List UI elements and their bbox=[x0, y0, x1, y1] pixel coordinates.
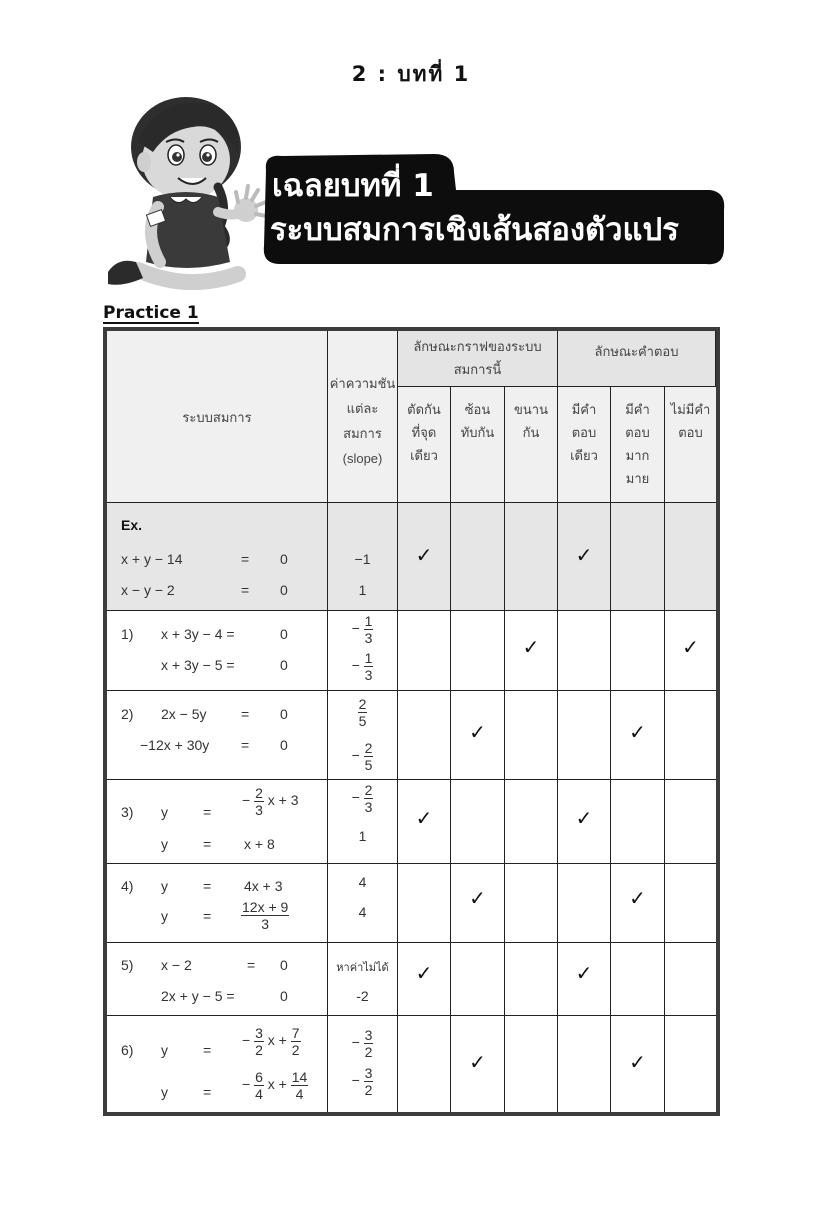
page-header: 2 : บทที่ 1 bbox=[351, 62, 471, 86]
table-row-4-slope: 4 4 bbox=[328, 864, 398, 943]
check-cell bbox=[611, 780, 665, 864]
table-row-1-slope: − $\frac{1}{3}$ − $\frac{1}{3}$ bbox=[328, 611, 398, 691]
check-cell bbox=[665, 780, 716, 864]
check-icon: ✓ bbox=[415, 543, 433, 567]
chapter-title-banner bbox=[258, 150, 728, 268]
header-intersect: ตัดกัน ที่จุด เดียว bbox=[398, 387, 451, 503]
check-cell bbox=[451, 611, 505, 691]
check-icon: ✓ bbox=[682, 635, 699, 659]
check-cell bbox=[398, 611, 451, 691]
check-cell bbox=[611, 864, 665, 943]
check-icon: ✓ bbox=[469, 1050, 486, 1074]
table-row-5-slope: หาค่าไม่ได้ -2 bbox=[328, 943, 398, 1016]
header-parallel: ขนาน กัน bbox=[505, 387, 558, 503]
check-cell bbox=[398, 691, 451, 780]
table-row-ex-slope: −1 1 bbox=[328, 503, 398, 611]
table-row-4-system: 4) y = 4x + 3 y = $\frac{12x + 9}{3}$ bbox=[107, 864, 328, 943]
check-cell bbox=[665, 1016, 716, 1112]
section-label: Practice 1 bbox=[103, 303, 199, 323]
check-cell bbox=[398, 503, 451, 611]
check-cell bbox=[451, 503, 505, 611]
check-cell bbox=[611, 691, 665, 780]
check-icon: ✓ bbox=[575, 961, 593, 985]
header-slope: ค่าความชัน แต่ละ สมการ (slope) bbox=[328, 331, 398, 503]
check-cell bbox=[398, 780, 451, 864]
table-row-1-system: 1) x + 3y − 4 = 0 x + 3y − 5 = 0 bbox=[107, 611, 328, 691]
table-row-5-system: 5) x − 2 = 0 2x + y − 5 = 0 bbox=[107, 943, 328, 1016]
check-icon: ✓ bbox=[415, 961, 433, 985]
table-row-6-system: 6) y = − $\frac{3}{2}$ x + $\frac{7}{2}$ y = − $\frac{6}{4}$ x + $\frac{14}{4}$ bbox=[107, 1016, 328, 1112]
check-cell bbox=[451, 780, 505, 864]
check-cell bbox=[451, 943, 505, 1016]
check-cell bbox=[558, 1016, 611, 1112]
check-icon: ✓ bbox=[575, 806, 593, 830]
check-cell bbox=[558, 611, 611, 691]
check-icon: ✓ bbox=[629, 720, 646, 744]
header-coincide: ซ้อน ทับกัน bbox=[451, 387, 505, 503]
check-icon: ✓ bbox=[522, 635, 540, 659]
header-answer-group: ลักษณะคำตอบ bbox=[558, 331, 716, 387]
check-cell bbox=[665, 943, 716, 1016]
check-icon: ✓ bbox=[469, 720, 486, 744]
check-cell bbox=[558, 864, 611, 943]
table-row-ex-system: Ex. x + y − 14 = 0 x − y − 2 = 0 bbox=[107, 503, 328, 611]
check-cell bbox=[611, 611, 665, 691]
check-cell bbox=[505, 943, 558, 1016]
check-icon: ✓ bbox=[469, 886, 486, 910]
header-one-solution: มีคำ ตอบ เดียว bbox=[558, 387, 611, 503]
answer-table bbox=[103, 327, 720, 1116]
check-cell bbox=[505, 691, 558, 780]
check-icon: ✓ bbox=[629, 1050, 646, 1074]
check-cell bbox=[398, 864, 451, 943]
check-cell bbox=[665, 691, 716, 780]
check-icon: ✓ bbox=[575, 543, 593, 567]
header-graph-group: ลักษณะกราฟของระบบ สมการนี้ bbox=[398, 331, 558, 387]
check-cell bbox=[451, 1016, 505, 1112]
table-row-2-slope: $\frac{2}{5}$ − $\frac{2}{5}$ bbox=[328, 691, 398, 780]
check-cell bbox=[611, 503, 665, 611]
check-cell bbox=[505, 864, 558, 943]
check-cell bbox=[398, 943, 451, 1016]
check-cell bbox=[505, 503, 558, 611]
check-cell bbox=[451, 864, 505, 943]
check-cell bbox=[398, 1016, 451, 1112]
title-line-2: ระบบสมการเชิงเส้นสองตัวแปร bbox=[270, 212, 679, 248]
table-row-2-system: 2) 2x − 5y = 0 −12x + 30y = 0 bbox=[107, 691, 328, 780]
header-infinite-solutions: มีคำ ตอบ มาก มาย bbox=[611, 387, 665, 503]
check-icon: ✓ bbox=[629, 886, 646, 910]
table-row-3-slope: − $\frac{2}{3}$ 1 bbox=[328, 780, 398, 864]
header-system: ระบบสมการ bbox=[107, 331, 328, 503]
check-cell bbox=[611, 943, 665, 1016]
check-cell bbox=[505, 780, 558, 864]
title-line-1: เฉลยบทที่ 1 bbox=[272, 168, 434, 204]
check-cell bbox=[505, 1016, 558, 1112]
check-cell bbox=[558, 780, 611, 864]
check-cell bbox=[558, 943, 611, 1016]
table-row-6-slope: − $\frac{3}{2}$ − $\frac{3}{2}$ bbox=[328, 1016, 398, 1112]
check-cell bbox=[558, 503, 611, 611]
table-row-3-system: 3) y = − $\frac{2}{3}$ x + 3 y = x + 8 bbox=[107, 780, 328, 864]
check-cell bbox=[505, 611, 558, 691]
check-cell bbox=[665, 611, 716, 691]
check-cell bbox=[611, 1016, 665, 1112]
check-icon: ✓ bbox=[415, 806, 433, 830]
check-cell bbox=[665, 864, 716, 943]
check-cell bbox=[451, 691, 505, 780]
check-cell bbox=[558, 691, 611, 780]
check-cell bbox=[665, 503, 716, 611]
header-no-solution: ไม่มีคำ ตอบ bbox=[665, 387, 716, 503]
